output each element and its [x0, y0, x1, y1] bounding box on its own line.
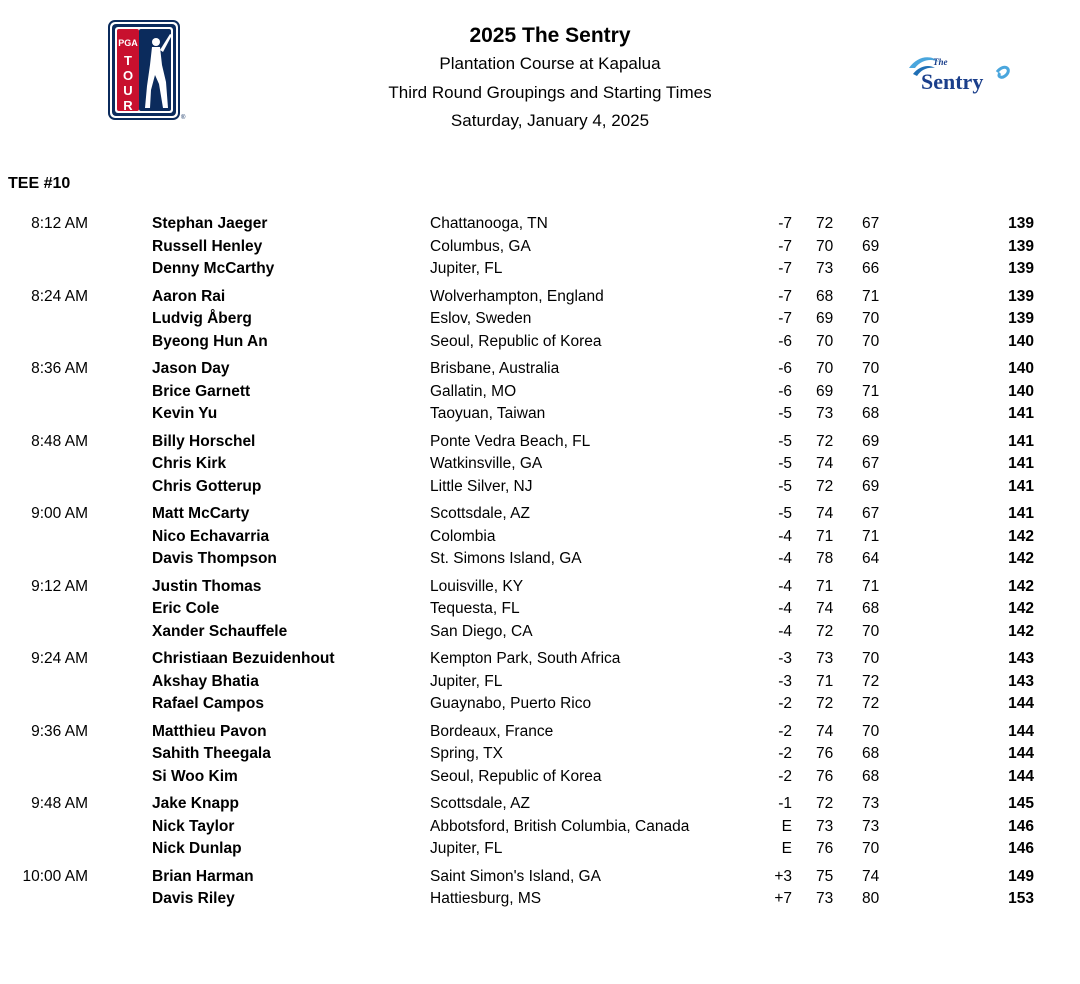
player-hometown: Ponte Vedra Beach, FL [430, 432, 591, 450]
svg-text:®: ® [181, 115, 186, 121]
player-hometown: Scottsdale, AZ [430, 795, 530, 812]
player-row [0, 236, 1080, 259]
round-1-score: 76 [816, 745, 834, 762]
score-to-par: -2 [778, 745, 792, 762]
round-2-score: 67 [862, 215, 880, 232]
round-1-score: 74 [816, 600, 834, 617]
total-score: 144 [1008, 695, 1034, 712]
player-row [0, 866, 1080, 889]
player-hometown: San Diego, CA [430, 622, 533, 640]
tee-time: 8:48 AM [31, 432, 88, 450]
total-score: 140 [1008, 382, 1034, 400]
tee-time-group [0, 431, 1080, 499]
round-2-score: 67 [862, 455, 880, 472]
total-score: 146 [1008, 817, 1034, 835]
svg-text:O: O [122, 68, 134, 83]
player-name: Stephan Jaeger [152, 215, 268, 232]
score-to-par: -7 [778, 310, 792, 327]
player-row [0, 503, 1080, 526]
player-name: Denny McCarthy [152, 260, 275, 277]
player-hometown: Kempton Park, South Africa [430, 650, 621, 667]
player-row [0, 548, 1080, 571]
round-2-score: 70 [862, 360, 880, 377]
player-row [0, 766, 1080, 789]
player-hometown: Eslov, Sweden [430, 310, 532, 327]
round-2-score: 67 [862, 505, 880, 522]
score-to-par: -4 [778, 577, 792, 595]
total-score: 141 [1008, 432, 1034, 450]
player-row [0, 431, 1080, 454]
total-score: 144 [1008, 722, 1034, 740]
round-1-score: 71 [816, 672, 834, 690]
player-row [0, 286, 1080, 309]
sentry-logo [905, 48, 1015, 98]
score-to-par: -5 [778, 477, 792, 495]
round-2-score: 72 [862, 695, 880, 712]
total-score: 144 [1008, 745, 1034, 762]
player-row [0, 358, 1080, 381]
course-name: Plantation Course at Kapalua [439, 54, 661, 73]
player-row [0, 621, 1080, 644]
score-to-par: -4 [778, 550, 792, 567]
player-row [0, 838, 1080, 861]
round-1-score: 72 [816, 695, 834, 712]
player-row [0, 258, 1080, 281]
player-hometown: Jupiter, FL [430, 672, 503, 690]
score-to-par: -4 [778, 527, 792, 545]
player-hometown: Jupiter, FL [430, 260, 503, 277]
total-score: 141 [1008, 477, 1034, 495]
total-score: 142 [1008, 550, 1034, 567]
groupings-table [0, 213, 1080, 916]
round-date: Saturday, January 4, 2025 [450, 111, 650, 130]
round-1-score: 72 [816, 432, 834, 450]
round-1-score: 73 [816, 890, 834, 907]
svg-text:Sentry: Sentry [921, 69, 984, 94]
tee-time: 10:00 AM [22, 867, 88, 885]
round-1-score: 73 [816, 650, 834, 667]
score-to-par: E [781, 817, 792, 835]
total-score: 140 [1008, 332, 1034, 350]
round-1-score: 73 [816, 405, 834, 422]
player-name: Matthieu Pavon [152, 722, 267, 740]
round-1-score: 69 [816, 310, 834, 327]
round-2-score: 74 [862, 867, 880, 885]
total-score: 141 [1008, 405, 1034, 422]
round-1-score: 72 [816, 622, 834, 640]
total-score: 145 [1008, 795, 1034, 812]
player-name: Christiaan Bezuidenhout [152, 650, 335, 667]
player-name: Nick Dunlap [152, 840, 242, 857]
player-hometown: St. Simons Island, GA [430, 550, 582, 567]
round-description: Third Round Groupings and Starting Times [388, 82, 712, 102]
player-name: Brian Harman [152, 867, 254, 885]
score-to-par: -5 [778, 455, 792, 472]
player-name: Matt McCarty [152, 505, 250, 522]
player-hometown: Little Silver, NJ [430, 477, 533, 495]
total-score: 142 [1008, 577, 1034, 595]
player-row [0, 308, 1080, 331]
tee-time-group [0, 793, 1080, 861]
tee-time-group [0, 576, 1080, 644]
player-row [0, 693, 1080, 716]
total-score: 142 [1008, 527, 1034, 545]
total-score: 142 [1008, 622, 1034, 640]
player-name: Kevin Yu [152, 405, 218, 422]
round-1-score: 68 [816, 287, 834, 305]
round-2-score: 64 [862, 550, 880, 567]
round-2-score: 71 [862, 382, 880, 400]
round-1-score: 74 [816, 505, 834, 522]
tee-time-group [0, 648, 1080, 716]
player-hometown: Bordeaux, France [430, 722, 554, 740]
player-name: Akshay Bhatia [152, 672, 259, 690]
round-1-score: 73 [816, 260, 834, 277]
player-name: Justin Thomas [152, 577, 262, 595]
score-to-par: +3 [774, 867, 792, 885]
tee-time-group [0, 213, 1080, 281]
round-1-score: 76 [816, 767, 834, 785]
score-to-par: -6 [778, 360, 792, 377]
svg-text:The: The [933, 57, 948, 67]
score-to-par: -2 [778, 695, 792, 712]
player-row [0, 671, 1080, 694]
round-1-score: 74 [816, 455, 834, 472]
player-name: Sahith Theegala [152, 745, 271, 762]
total-score: 142 [1008, 600, 1034, 617]
total-score: 143 [1008, 650, 1034, 667]
player-row [0, 576, 1080, 599]
player-name: Davis Riley [152, 890, 235, 907]
player-hometown: Columbus, GA [430, 237, 531, 255]
round-2-score: 73 [862, 817, 880, 835]
player-hometown: Chattanooga, TN [430, 215, 548, 232]
document-header [300, 22, 800, 136]
round-2-score: 71 [862, 577, 880, 595]
player-hometown: Tequesta, FL [430, 600, 520, 617]
round-1-score: 69 [816, 382, 834, 400]
round-1-score: 75 [816, 867, 834, 885]
player-name: Jason Day [152, 360, 230, 377]
player-name: Rafael Campos [152, 695, 264, 712]
round-2-score: 70 [862, 650, 880, 667]
player-hometown: Gallatin, MO [430, 382, 517, 400]
round-1-score: 72 [816, 477, 834, 495]
round-1-score: 70 [816, 332, 834, 350]
round-1-score: 72 [816, 215, 834, 232]
score-to-par: -2 [778, 767, 792, 785]
player-row [0, 721, 1080, 744]
round-2-score: 68 [862, 767, 880, 785]
player-row [0, 453, 1080, 476]
tee-time: 9:36 AM [31, 722, 88, 740]
score-to-par: -5 [778, 432, 792, 450]
tee-time: 9:12 AM [31, 577, 88, 595]
svg-text:U: U [123, 83, 133, 98]
tee-time: 9:24 AM [31, 650, 88, 667]
round-2-score: 71 [862, 287, 880, 305]
player-row [0, 816, 1080, 839]
score-to-par: -7 [778, 287, 792, 305]
tee-time: 8:24 AM [31, 287, 88, 305]
player-row [0, 213, 1080, 236]
round-1-score: 73 [816, 817, 834, 835]
tee-time: 8:36 AM [31, 360, 88, 377]
player-name: Xander Schauffele [152, 622, 288, 640]
round-2-score: 71 [862, 527, 880, 545]
round-2-score: 66 [862, 260, 880, 277]
round-2-score: 68 [862, 600, 880, 617]
round-2-score: 69 [862, 477, 880, 495]
player-row [0, 476, 1080, 499]
player-hometown: Spring, TX [430, 745, 503, 762]
player-name: Chris Kirk [152, 455, 227, 472]
tee-time-group [0, 721, 1080, 789]
event-title: 2025 The Sentry [469, 24, 631, 47]
round-2-score: 70 [862, 722, 880, 740]
total-score: 153 [1008, 890, 1034, 907]
player-row [0, 403, 1080, 426]
round-2-score: 72 [862, 672, 880, 690]
score-to-par: -5 [778, 505, 792, 522]
player-hometown: Watkinsville, GA [430, 455, 543, 472]
total-score: 144 [1008, 767, 1034, 785]
player-hometown: Taoyuan, Taiwan [430, 405, 546, 422]
round-1-score: 70 [816, 237, 834, 255]
round-2-score: 73 [862, 795, 880, 812]
round-1-score: 70 [816, 360, 834, 377]
player-hometown: Guaynabo, Puerto Rico [430, 695, 592, 712]
player-row [0, 648, 1080, 671]
player-row [0, 743, 1080, 766]
tee-time-group [0, 358, 1080, 426]
player-hometown: Colombia [430, 527, 496, 545]
svg-text:T: T [124, 53, 132, 68]
score-to-par: -4 [778, 622, 792, 640]
player-row [0, 598, 1080, 621]
score-to-par: E [781, 840, 792, 857]
player-row [0, 526, 1080, 549]
score-to-par: -1 [778, 795, 792, 812]
player-hometown: Abbotsford, British Columbia, Canada [430, 817, 690, 835]
score-to-par: -3 [778, 650, 792, 667]
player-hometown: Scottsdale, AZ [430, 505, 530, 522]
score-to-par: -7 [778, 215, 792, 232]
tee-time: 9:48 AM [31, 795, 88, 812]
round-1-score: 78 [816, 550, 834, 567]
score-to-par: -7 [778, 237, 792, 255]
player-name: Si Woo Kim [152, 767, 238, 785]
player-hometown: Hattiesburg, MS [430, 890, 542, 907]
player-row [0, 888, 1080, 911]
total-score: 139 [1008, 215, 1034, 232]
player-name: Eric Cole [152, 600, 220, 617]
round-2-score: 69 [862, 237, 880, 255]
round-1-score: 76 [816, 840, 834, 857]
score-to-par: -7 [778, 260, 792, 277]
player-row [0, 381, 1080, 404]
tee-time: 8:12 AM [31, 215, 88, 232]
tee-label: TEE #10 [8, 175, 71, 192]
player-name: Brice Garnett [152, 382, 251, 400]
player-name: Ludvig Åberg [152, 310, 252, 327]
total-score: 139 [1008, 310, 1034, 327]
score-to-par: -5 [778, 405, 792, 422]
score-to-par: -2 [778, 722, 792, 740]
player-row [0, 331, 1080, 354]
pga-tour-logo [108, 20, 188, 122]
player-name: Nico Echavarria [152, 527, 270, 545]
total-score: 140 [1008, 360, 1034, 377]
tee-time-group [0, 286, 1080, 354]
player-row [0, 793, 1080, 816]
round-1-score: 74 [816, 722, 834, 740]
player-name: Aaron Rai [152, 287, 226, 305]
round-1-score: 72 [816, 795, 834, 812]
round-2-score: 68 [862, 405, 880, 422]
round-2-score: 69 [862, 432, 880, 450]
player-name: Chris Gotterup [152, 477, 262, 495]
score-to-par: -6 [778, 332, 792, 350]
score-to-par: +7 [774, 890, 792, 907]
total-score: 143 [1008, 672, 1034, 690]
round-2-score: 70 [862, 332, 880, 350]
round-2-score: 70 [862, 310, 880, 327]
player-name: Russell Henley [152, 237, 263, 255]
total-score: 141 [1008, 505, 1034, 522]
player-name: Billy Horschel [152, 432, 256, 450]
total-score: 141 [1008, 455, 1034, 472]
player-hometown: Jupiter, FL [430, 840, 503, 857]
total-score: 146 [1008, 840, 1034, 857]
round-2-score: 70 [862, 622, 880, 640]
svg-text:R: R [123, 98, 133, 113]
player-hometown: Saint Simon's Island, GA [430, 867, 601, 885]
score-to-par: -3 [778, 672, 792, 690]
round-2-score: 68 [862, 745, 880, 762]
player-hometown: Brisbane, Australia [430, 360, 560, 377]
player-hometown: Seoul, Republic of Korea [430, 332, 602, 350]
total-score: 139 [1008, 287, 1034, 305]
score-to-par: -6 [778, 382, 792, 400]
score-to-par: -4 [778, 600, 792, 617]
svg-text:PGA: PGA [118, 38, 138, 48]
player-name: Jake Knapp [152, 795, 240, 812]
round-2-score: 70 [862, 840, 880, 857]
player-hometown: Louisville, KY [430, 577, 524, 595]
player-name: Byeong Hun An [152, 332, 268, 350]
round-2-score: 80 [862, 890, 880, 907]
player-name: Nick Taylor [152, 817, 235, 835]
total-score: 139 [1008, 237, 1034, 255]
total-score: 139 [1008, 260, 1034, 277]
round-1-score: 71 [816, 527, 834, 545]
player-name: Davis Thompson [152, 550, 277, 567]
tee-time: 9:00 AM [31, 505, 88, 522]
tee-time-group [0, 866, 1080, 911]
player-hometown: Seoul, Republic of Korea [430, 767, 602, 785]
tee-time-group [0, 503, 1080, 571]
player-hometown: Wolverhampton, England [430, 287, 604, 305]
round-1-score: 71 [816, 577, 834, 595]
total-score: 149 [1008, 867, 1034, 885]
